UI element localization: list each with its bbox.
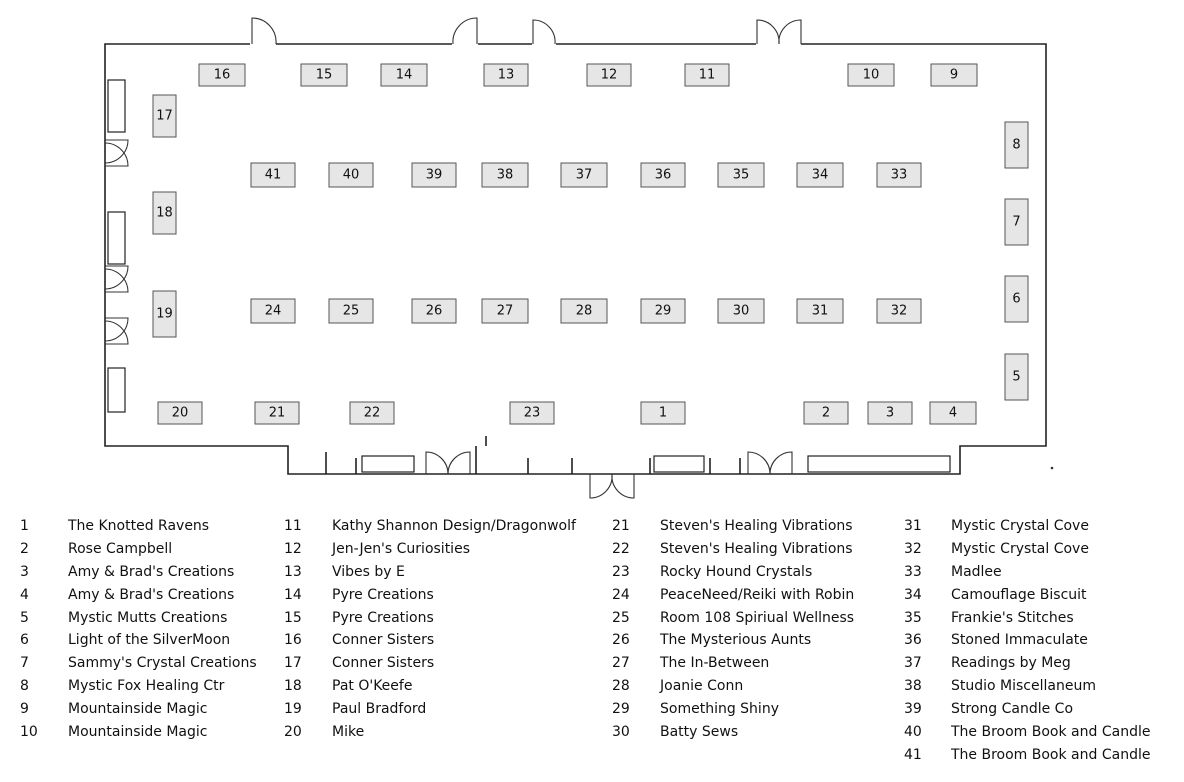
- booth-41: [251, 163, 295, 187]
- legend-vendor-name: Room 108 Spiriual Wellness: [660, 609, 855, 626]
- legend-vendor-name: Pat O'Keefe: [332, 678, 413, 695]
- booth-number: 12: [600, 67, 618, 83]
- booth-24: [251, 299, 295, 323]
- door-icon: [757, 20, 779, 44]
- booth-37: [561, 163, 607, 187]
- legend-booth-number: 7: [20, 655, 29, 672]
- door-icon: [590, 474, 612, 498]
- legend-vendor-name: Rocky Hound Crystals: [660, 563, 813, 580]
- booth-3: [868, 402, 912, 424]
- legend-booth-number: 28: [612, 678, 630, 695]
- legend-vendor-name: Sammy's Crystal Creations: [68, 655, 257, 672]
- booth-number: 24: [264, 303, 282, 319]
- legend-booth-number: 10: [20, 724, 38, 741]
- legend-booth-number: 34: [904, 586, 922, 603]
- booth-number: 41: [264, 167, 282, 183]
- booth-35: [718, 163, 764, 187]
- booth-20: [158, 402, 202, 424]
- legend-booth-number: 38: [904, 678, 922, 695]
- booth-number: 13: [497, 67, 515, 83]
- legend-vendor-name: The Broom Book and Candle: [951, 724, 1151, 741]
- legend-vendor-name: The Mysterious Aunts: [660, 632, 812, 649]
- legend-booth-number: 25: [612, 609, 630, 626]
- booth-number: 11: [698, 67, 716, 83]
- booth-17: [153, 95, 176, 137]
- booth-number: 4: [948, 405, 958, 421]
- booth-number: 18: [156, 205, 173, 221]
- booth-number: 16: [213, 67, 231, 83]
- booth-18: [153, 192, 176, 234]
- booth-40: [329, 163, 373, 187]
- legend-booth-number: 5: [20, 609, 29, 626]
- legend-vendor-name: The Knotted Ravens: [68, 518, 210, 534]
- booth-9: [931, 64, 977, 86]
- booth-30: [718, 299, 764, 323]
- legend-vendor-name: Vibes by E: [332, 563, 405, 580]
- legend-booth-number: 15: [284, 609, 302, 626]
- legend-vendor-name: Something Shiny: [660, 701, 779, 718]
- legend-booth-number: 4: [20, 586, 29, 603]
- booth-number: 1: [658, 405, 668, 421]
- legend-vendor-name: Batty Sews: [660, 724, 739, 741]
- legend-booth-number: 31: [904, 518, 922, 534]
- legend-vendor-name: Steven's Healing Vibrations: [660, 518, 853, 534]
- booth-number: 10: [862, 67, 880, 83]
- legend-booth-number: 40: [904, 724, 922, 741]
- booth-number: 2: [821, 405, 831, 421]
- window-icon: [654, 456, 704, 472]
- booth-38: [482, 163, 528, 187]
- booth-14: [381, 64, 427, 86]
- door-icon: [252, 18, 276, 44]
- booth-number: 35: [732, 167, 750, 183]
- legend-booth-number: 11: [284, 518, 302, 534]
- booth-12: [587, 64, 631, 86]
- booth-number: 3: [885, 405, 895, 421]
- booth-16: [199, 64, 245, 86]
- window-icon: [808, 456, 950, 472]
- booth-8: [1005, 122, 1028, 168]
- booth-number: 32: [890, 303, 908, 319]
- window-icon: [362, 456, 414, 472]
- legend-booth-number: 27: [612, 655, 630, 672]
- booth-number: 6: [1012, 291, 1021, 307]
- booth-5: [1005, 354, 1028, 400]
- legend-booth-number: 37: [904, 655, 922, 672]
- booth-number: 38: [496, 167, 514, 183]
- legend-vendor-name: PeaceNeed/Reiki with Robin: [660, 586, 855, 603]
- legend-vendor-name: Conner Sisters: [332, 655, 435, 672]
- door-icon: [453, 18, 477, 44]
- legend-vendor-name: Camouflage Biscuit: [951, 586, 1087, 603]
- booth-number: 17: [156, 108, 173, 124]
- booth-4: [930, 402, 976, 424]
- booth-1: [641, 402, 685, 424]
- booth-number: 19: [156, 306, 173, 322]
- legend-vendor-name: Rose Campbell: [68, 540, 173, 557]
- booth-11: [685, 64, 729, 86]
- booth-number: 5: [1012, 369, 1021, 385]
- booth-36: [641, 163, 685, 187]
- booth-number: 7: [1012, 214, 1021, 230]
- booth-number: 29: [654, 303, 672, 319]
- legend-vendor-name: Kathy Shannon Design/Dragonwolf: [332, 518, 576, 534]
- booth-number: 39: [425, 167, 443, 183]
- booth-31: [797, 299, 843, 323]
- booth-number: 25: [342, 303, 360, 319]
- booth-22: [350, 402, 394, 424]
- booth-26: [412, 299, 456, 323]
- window-icon: [108, 80, 125, 132]
- legend-vendor-name: Mystic Mutts Creations: [68, 609, 228, 626]
- legend-booth-number: 41: [904, 746, 922, 763]
- legend-booth-number: 35: [904, 609, 922, 626]
- booth-39: [412, 163, 456, 187]
- corner-dot: [1051, 467, 1054, 470]
- booth-32: [877, 299, 921, 323]
- booth-number: 23: [523, 405, 541, 421]
- legend-vendor-name: Mystic Fox Healing Ctr: [68, 678, 225, 695]
- legend-vendor-name: The In-Between: [660, 655, 770, 672]
- door-icon: [448, 452, 470, 474]
- legend-vendor-name: Strong Candle Co: [951, 701, 1074, 718]
- legend-booth-number: 1: [20, 518, 29, 534]
- booth-number: 28: [575, 303, 593, 319]
- legend-booth-number: 8: [20, 678, 29, 695]
- vendor-legend: [0, 516, 1184, 782]
- booth-number: 21: [268, 405, 286, 421]
- legend-booth-number: 39: [904, 701, 922, 718]
- legend-booth-number: 3: [20, 563, 29, 580]
- booth-number: 9: [949, 67, 959, 83]
- legend-booth-number: 29: [612, 701, 630, 718]
- legend-vendor-name: Stoned Immaculate: [951, 632, 1088, 649]
- booth-number: 36: [654, 167, 672, 183]
- booth-19: [153, 291, 176, 337]
- booth-number: 40: [342, 167, 360, 183]
- legend-vendor-name: Light of the SilverMoon: [68, 632, 231, 649]
- door-icon: [748, 452, 770, 474]
- window-icon: [108, 212, 125, 264]
- booth-13: [484, 64, 528, 86]
- legend-vendor-name: Mystic Crystal Cove: [951, 540, 1089, 557]
- legend-vendor-name: Mountainside Magic: [68, 701, 208, 718]
- legend-vendor-name: Joanie Conn: [660, 678, 744, 695]
- legend-vendor-name: Jen-Jen's Curiosities: [332, 540, 470, 557]
- booth-number: 30: [732, 303, 750, 319]
- legend-booth-number: 21: [612, 518, 630, 534]
- legend-vendor-name: Readings by Meg: [951, 655, 1071, 672]
- booth-33: [877, 163, 921, 187]
- legend-booth-number: 23: [612, 563, 630, 580]
- booth-34: [797, 163, 843, 187]
- legend-vendor-name: Amy & Brad's Creations: [68, 563, 235, 580]
- booth-number: 34: [811, 167, 829, 183]
- booth-number: 31: [811, 303, 829, 319]
- door-icon: [779, 20, 801, 44]
- legend-vendor-name: Mike: [332, 724, 365, 741]
- booth-27: [482, 299, 528, 323]
- booth-number: 14: [395, 67, 413, 83]
- door-icon: [426, 452, 448, 474]
- legend-vendor-name: The Broom Book and Candle: [951, 746, 1151, 763]
- legend-vendor-name: Paul Bradford: [332, 701, 427, 718]
- legend-booth-number: 22: [612, 540, 630, 557]
- booth-7: [1005, 199, 1028, 245]
- booth-21: [255, 402, 299, 424]
- booth-6: [1005, 276, 1028, 322]
- legend-vendor-name: Steven's Healing Vibrations: [660, 540, 853, 557]
- legend-booth-number: 13: [284, 563, 302, 580]
- legend-booth-number: 16: [284, 632, 302, 649]
- legend-booth-number: 12: [284, 540, 302, 557]
- legend-vendor-name: Conner Sisters: [332, 632, 435, 649]
- legend-vendor-name: Madlee: [951, 563, 1002, 580]
- booth-number: 22: [363, 405, 381, 421]
- legend-vendor-name: Pyre Creations: [332, 609, 434, 626]
- legend-vendor-name: Studio Miscellaneum: [951, 678, 1096, 695]
- legend-booth-number: 33: [904, 563, 922, 580]
- booth-28: [561, 299, 607, 323]
- booth-number: 33: [890, 167, 908, 183]
- legend-vendor-name: Pyre Creations: [332, 586, 434, 603]
- booth-number: 20: [171, 405, 189, 421]
- legend-booth-number: 18: [284, 678, 302, 695]
- booth-number: 26: [425, 303, 443, 319]
- booth-number: 8: [1012, 137, 1021, 153]
- door-icon: [612, 474, 634, 498]
- legend-vendor-name: Mountainside Magic: [68, 724, 208, 741]
- booth-number: 15: [315, 67, 333, 83]
- booth-number: 27: [496, 303, 514, 319]
- legend-booth-number: 26: [612, 632, 630, 649]
- booth-23: [510, 402, 554, 424]
- door-icon: [533, 20, 555, 44]
- booth-25: [329, 299, 373, 323]
- booth-10: [848, 64, 894, 86]
- window-icon: [108, 368, 125, 412]
- booth-15: [301, 64, 347, 86]
- legend-vendor-name: Amy & Brad's Creations: [68, 586, 235, 603]
- booth-number: 37: [575, 167, 593, 183]
- legend-booth-number: 9: [20, 701, 29, 718]
- legend-vendor-name: Frankie's Stitches: [951, 609, 1074, 626]
- legend-booth-number: 20: [284, 724, 302, 741]
- legend-vendor-name: Mystic Crystal Cove: [951, 518, 1089, 534]
- legend-booth-number: 32: [904, 540, 922, 557]
- legend-booth-number: 36: [904, 632, 922, 649]
- door-icon: [770, 452, 792, 474]
- legend-booth-number: 14: [284, 586, 302, 603]
- booth-2: [804, 402, 848, 424]
- legend-booth-number: 2: [20, 540, 29, 557]
- legend-booth-number: 17: [284, 655, 302, 672]
- legend-booth-number: 6: [20, 632, 29, 649]
- legend-booth-number: 30: [612, 724, 630, 741]
- booth-29: [641, 299, 685, 323]
- legend-booth-number: 24: [612, 586, 630, 603]
- legend-booth-number: 19: [284, 701, 302, 718]
